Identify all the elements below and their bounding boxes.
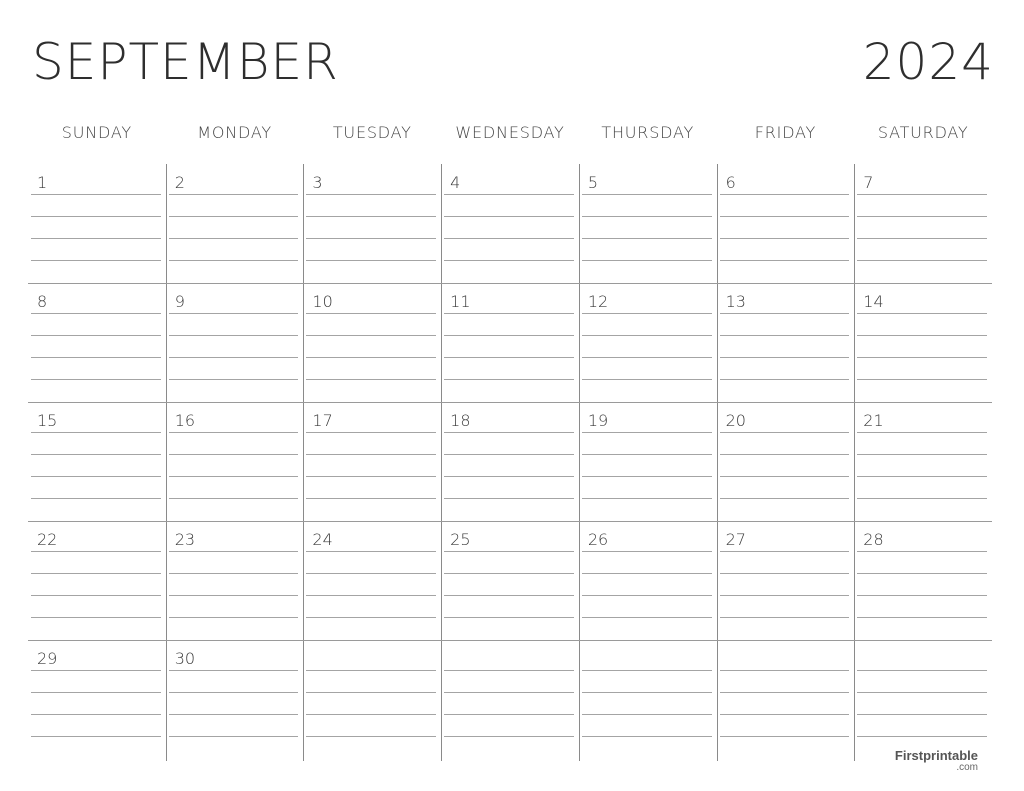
writing-line: [306, 476, 436, 477]
day-cell: [166, 283, 304, 402]
writing-line: [31, 595, 161, 596]
writing-line: [306, 595, 436, 596]
writing-line: [31, 498, 161, 499]
weekday-saturday: SATURDAY: [877, 123, 969, 142]
day-cell: [579, 402, 717, 521]
writing-line: [169, 379, 299, 380]
writing-line: [444, 357, 574, 358]
writing-line: [720, 670, 850, 671]
day-cell: [166, 402, 304, 521]
writing-line: [306, 551, 436, 552]
writing-line: [857, 454, 987, 455]
writing-line: [582, 595, 712, 596]
writing-line: [31, 216, 161, 217]
writing-line: [444, 736, 574, 737]
writing-line: [306, 670, 436, 671]
day-cell: [441, 402, 579, 521]
day-number: 6: [725, 173, 736, 192]
writing-line: [31, 357, 161, 358]
day-cell: [166, 640, 304, 759]
day-cell: [441, 640, 579, 759]
day-cell: [854, 640, 992, 759]
weekday-thursday: THURSDAY: [601, 123, 695, 142]
writing-line: [169, 313, 299, 314]
writing-line: [720, 357, 850, 358]
writing-line: [169, 692, 299, 693]
writing-line: [306, 335, 436, 336]
week-row: [28, 164, 992, 283]
writing-line: [169, 617, 299, 618]
writing-line: [582, 260, 712, 261]
writing-line: [857, 216, 987, 217]
week-row: [28, 283, 992, 402]
weekday-friday: FRIDAY: [754, 123, 817, 142]
writing-line: [857, 714, 987, 715]
writing-line: [31, 260, 161, 261]
writing-line: [31, 313, 161, 314]
writing-line: [582, 357, 712, 358]
week-row: [28, 640, 992, 759]
writing-line: [444, 238, 574, 239]
writing-line: [444, 313, 574, 314]
day-number: 15: [37, 411, 58, 430]
weekday-sunday: SUNDAY: [61, 123, 132, 142]
writing-line: [169, 573, 299, 574]
writing-line: [169, 335, 299, 336]
weekday-wednesday: WEDNESDAY: [455, 123, 565, 142]
day-cell: [441, 164, 579, 283]
writing-line: [306, 736, 436, 737]
day-cell: [717, 640, 855, 759]
writing-line: [31, 454, 161, 455]
writing-line: [306, 617, 436, 618]
day-number: 29: [37, 649, 58, 668]
writing-line: [31, 714, 161, 715]
writing-line: [306, 216, 436, 217]
writing-line: [169, 476, 299, 477]
day-number: 12: [587, 292, 609, 311]
writing-line: [582, 379, 712, 380]
writing-line: [306, 454, 436, 455]
day-number: 9: [174, 292, 185, 311]
day-cell: [717, 164, 855, 283]
day-number: 30: [174, 649, 196, 668]
writing-line: [582, 432, 712, 433]
day-cell: [579, 521, 717, 640]
writing-line: [857, 194, 987, 195]
writing-line: [857, 498, 987, 499]
writing-line: [444, 454, 574, 455]
writing-line: [720, 692, 850, 693]
day-cell: [717, 283, 855, 402]
writing-line: [444, 551, 574, 552]
writing-line: [857, 670, 987, 671]
year-title: 2024: [862, 33, 994, 91]
writing-line: [720, 476, 850, 477]
writing-line: [857, 736, 987, 737]
day-cell: [579, 283, 717, 402]
writing-line: [857, 313, 987, 314]
writing-line: [857, 692, 987, 693]
day-cell: [28, 283, 166, 402]
day-number: 11: [450, 292, 471, 311]
writing-line: [31, 551, 161, 552]
week-row: [28, 402, 992, 521]
day-cell: [854, 521, 992, 640]
writing-line: [582, 736, 712, 737]
writing-line: [306, 714, 436, 715]
writing-line: [306, 692, 436, 693]
writing-line: [306, 357, 436, 358]
writing-line: [720, 238, 850, 239]
writing-line: [444, 476, 574, 477]
day-cell: [854, 283, 992, 402]
writing-line: [720, 454, 850, 455]
writing-line: [444, 498, 574, 499]
day-cell: [28, 521, 166, 640]
writing-line: [444, 692, 574, 693]
day-cell: [717, 402, 855, 521]
writing-line: [444, 379, 574, 380]
writing-line: [582, 335, 712, 336]
day-cell: [303, 640, 441, 759]
writing-line: [444, 335, 574, 336]
writing-line: [857, 573, 987, 574]
writing-line: [31, 335, 161, 336]
writing-line: [582, 692, 712, 693]
writing-line: [31, 736, 161, 737]
day-cell: [717, 521, 855, 640]
writing-line: [720, 498, 850, 499]
writing-line: [857, 260, 987, 261]
writing-line: [31, 238, 161, 239]
writing-line: [720, 313, 850, 314]
writing-line: [444, 432, 574, 433]
calendar-grid: [28, 164, 992, 761]
writing-line: [857, 379, 987, 380]
day-number: 21: [863, 411, 884, 430]
writing-line: [720, 595, 850, 596]
weekday-header-row: [28, 118, 992, 148]
writing-line: [444, 595, 574, 596]
writing-line: [444, 573, 574, 574]
writing-line: [444, 216, 574, 217]
writing-line: [169, 736, 299, 737]
writing-line: [582, 617, 712, 618]
writing-line: [169, 216, 299, 217]
writing-line: [582, 714, 712, 715]
writing-line: [444, 670, 574, 671]
writing-line: [169, 670, 299, 671]
writing-line: [857, 551, 987, 552]
writing-line: [720, 335, 850, 336]
writing-line: [720, 432, 850, 433]
writing-line: [582, 573, 712, 574]
writing-line: [169, 260, 299, 261]
writing-line: [306, 498, 436, 499]
weekday-tuesday: TUESDAY: [332, 123, 412, 142]
writing-line: [169, 194, 299, 195]
day-number: 20: [725, 411, 746, 430]
day-number: 1: [37, 173, 48, 192]
day-number: 8: [37, 292, 48, 311]
day-number: 10: [312, 292, 333, 311]
writing-line: [582, 216, 712, 217]
writing-line: [857, 432, 987, 433]
writing-line: [720, 551, 850, 552]
day-cell: [28, 164, 166, 283]
day-number: 23: [174, 530, 196, 549]
day-number: 16: [174, 411, 196, 430]
day-number: 7: [863, 173, 874, 192]
day-cell: [579, 164, 717, 283]
day-cell: [441, 283, 579, 402]
day-cell: [166, 521, 304, 640]
day-number: 27: [725, 530, 746, 549]
writing-line: [444, 617, 574, 618]
writing-line: [306, 313, 436, 314]
day-number: 2: [174, 173, 185, 192]
writing-line: [582, 670, 712, 671]
day-cell: [854, 402, 992, 521]
writing-line: [857, 335, 987, 336]
day-number: 25: [450, 530, 471, 549]
writing-line: [857, 595, 987, 596]
writing-line: [857, 617, 987, 618]
writing-line: [31, 432, 161, 433]
writing-line: [306, 194, 436, 195]
day-number: 28: [863, 530, 884, 549]
day-cell: [303, 164, 441, 283]
writing-line: [31, 670, 161, 671]
brand-name: Firstprintable: [894, 748, 978, 763]
day-number: 18: [450, 411, 471, 430]
writing-line: [720, 194, 850, 195]
writing-line: [720, 573, 850, 574]
writing-line: [444, 260, 574, 261]
day-cell: [28, 402, 166, 521]
day-number: 4: [450, 173, 461, 192]
writing-line: [169, 551, 299, 552]
writing-line: [31, 379, 161, 380]
weekday-monday: MONDAY: [197, 123, 272, 142]
writing-line: [720, 617, 850, 618]
day-cell: [441, 521, 579, 640]
writing-line: [31, 617, 161, 618]
writing-line: [444, 194, 574, 195]
writing-line: [169, 432, 299, 433]
writing-line: [582, 498, 712, 499]
writing-line: [31, 476, 161, 477]
day-number: 19: [587, 411, 609, 430]
day-cell: [166, 164, 304, 283]
writing-line: [169, 498, 299, 499]
writing-line: [857, 357, 987, 358]
day-number: 26: [587, 530, 609, 549]
writing-line: [306, 432, 436, 433]
day-number: 22: [37, 530, 58, 549]
writing-line: [169, 454, 299, 455]
day-number: 3: [312, 173, 323, 192]
writing-line: [169, 238, 299, 239]
writing-line: [582, 454, 712, 455]
day-number: 17: [312, 411, 333, 430]
writing-line: [169, 357, 299, 358]
day-cell: [579, 640, 717, 759]
writing-line: [582, 551, 712, 552]
writing-line: [306, 573, 436, 574]
day-number: 5: [587, 173, 599, 192]
brand-logo: [895, 749, 978, 773]
day-cell: [854, 164, 992, 283]
writing-line: [582, 476, 712, 477]
month-title: SEPTEMBER: [32, 33, 339, 91]
brand-domain: .com: [956, 762, 978, 773]
day-cell: [303, 402, 441, 521]
writing-line: [306, 238, 436, 239]
writing-line: [582, 313, 712, 314]
writing-line: [720, 714, 850, 715]
day-cell: [303, 521, 441, 640]
writing-line: [31, 194, 161, 195]
writing-line: [169, 595, 299, 596]
writing-line: [720, 379, 850, 380]
writing-line: [720, 736, 850, 737]
writing-line: [306, 379, 436, 380]
writing-line: [582, 194, 712, 195]
writing-line: [306, 260, 436, 261]
day-cell: [303, 283, 441, 402]
writing-line: [444, 714, 574, 715]
day-number: 13: [725, 292, 746, 311]
day-number: 14: [863, 292, 884, 311]
day-number: 24: [312, 530, 333, 549]
writing-line: [31, 573, 161, 574]
day-cell: [28, 640, 166, 759]
writing-line: [857, 238, 987, 239]
week-row: [28, 521, 992, 640]
writing-line: [857, 476, 987, 477]
writing-line: [720, 260, 850, 261]
writing-line: [169, 714, 299, 715]
writing-line: [720, 216, 850, 217]
writing-line: [582, 238, 712, 239]
writing-line: [31, 692, 161, 693]
